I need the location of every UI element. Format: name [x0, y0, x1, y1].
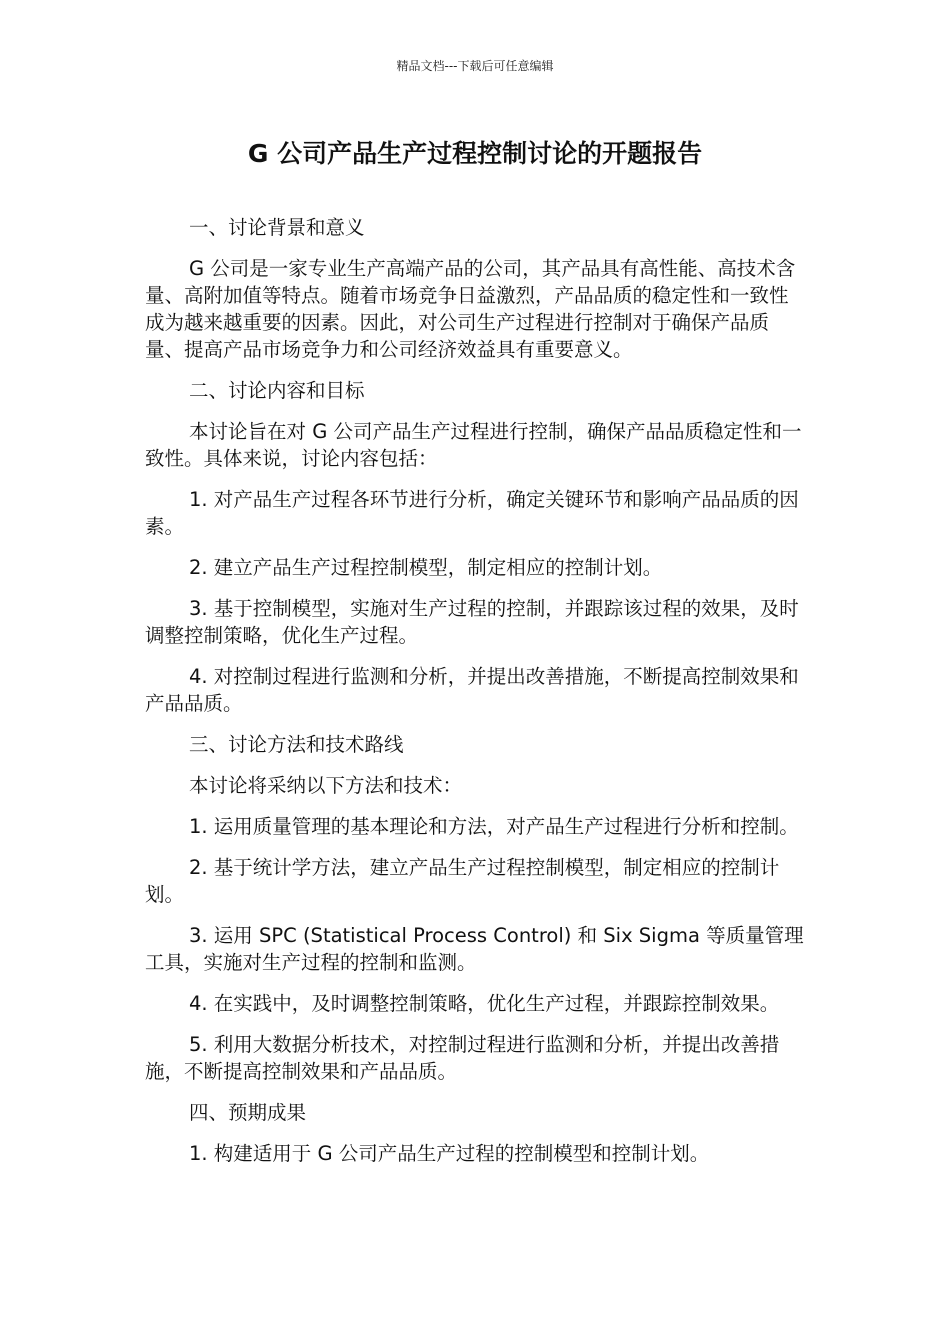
- paragraph-methods-intro: 本讨论将采纳以下方法和技术：: [189, 774, 463, 797]
- section-heading-content-goals: 二、讨论内容和目标: [189, 379, 365, 402]
- paragraph-background: G 公司是一家专业生产高端产品的公司，其产品具有高性能、高技术含量、高附加值等特点。随着市场竞争日益激烈，产品品质的稳定性和一致性成为越来越重要的因素。因此，对公司生产过程进行控制对于确保产品质量、提高产品市场竞争力和公司经济效益具有重要意义。: [145, 257, 796, 361]
- list-item-method-2: 2. 基于统计学方法，建立产品生产过程控制模型，制定相应的控制计划。: [145, 856, 780, 906]
- section-heading-outcomes: 四、预期成果: [189, 1101, 307, 1124]
- document-title: G 公司产品生产过程控制讨论的开题报告: [247, 139, 703, 168]
- section-heading-methods: 三、讨论方法和技术路线: [189, 733, 404, 756]
- document-body: [145, 214, 805, 1181]
- page-header: 精品文档---下载后可任意编辑: [396, 59, 554, 73]
- paragraph-content-intro: 本讨论旨在对 G 公司产品生产过程进行控制，确保产品品质稳定性和一致性。具体来说，讨论内容包括：: [145, 420, 802, 470]
- list-item-content-3: 3. 基于控制模型，实施对生产过程的控制，并跟踪该过程的效果，及时调整控制策略，优化生产过程。: [145, 597, 799, 647]
- list-item-method-5: 5. 利用大数据分析技术，对控制过程进行监测和分析，并提出改善措施，不断提高控制效果和产品品质。: [145, 1033, 780, 1083]
- section-heading-background: 一、讨论背景和意义: [189, 216, 365, 239]
- list-item-outcome-1: 1. 构建适用于 G 公司产品生产过程的控制模型和控制计划。: [189, 1142, 710, 1165]
- list-item-method-3: 3. 运用 SPC (Statistical Process Control) 和 Six Sigma 等质量管理工具，实施对生产过程的控制和监测。: [145, 924, 804, 974]
- list-item-content-2: 2. 建立产品生产过程控制模型，制定相应的控制计划。: [189, 556, 663, 579]
- list-item-content-1: 1. 对产品生产过程各环节进行分析，确定关键环节和影响产品品质的因素。: [145, 488, 799, 538]
- list-item-method-4: 4. 在实践中，及时调整控制策略，优化生产过程，并跟踪控制效果。: [189, 992, 780, 1015]
- list-item-method-1: 1. 运用质量管理的基本理论和方法，对产品生产过程进行分析和控制。: [189, 815, 799, 838]
- list-item-content-4: 4. 对控制过程进行监测和分析，并提出改善措施，不断提高控制效果和产品品质。: [145, 665, 799, 715]
